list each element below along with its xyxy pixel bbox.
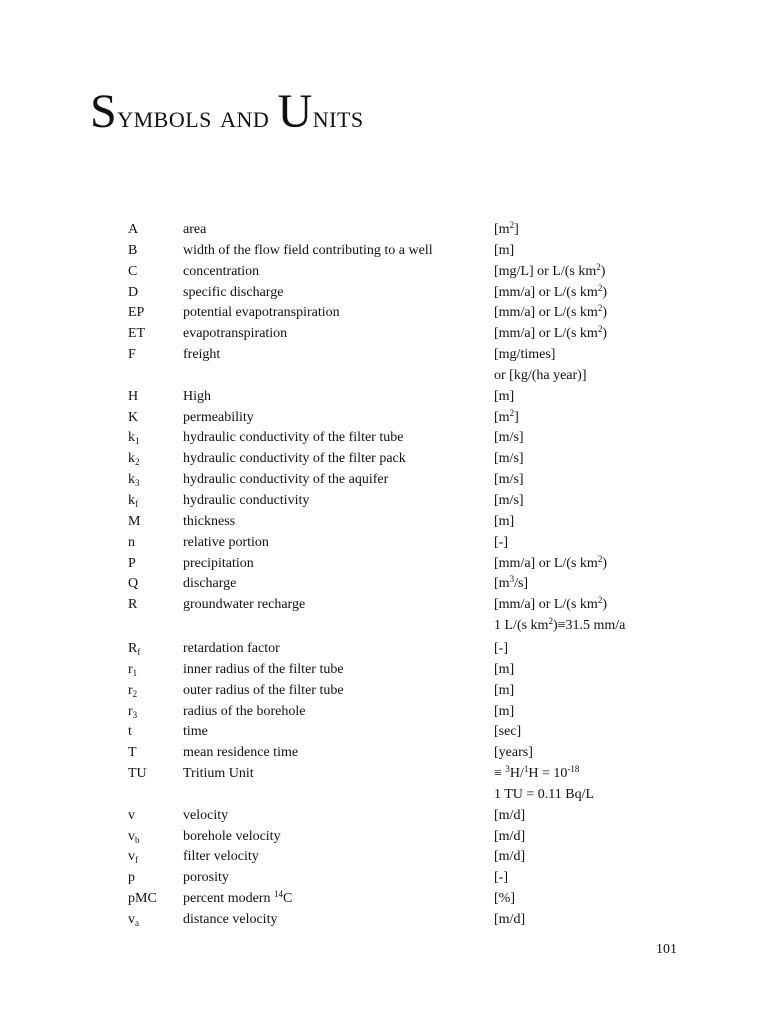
symbol-text: M bbox=[128, 513, 141, 529]
description-text: retardation factor bbox=[183, 641, 280, 657]
symbol bbox=[128, 595, 137, 616]
description-text: potential evapotranspiration bbox=[183, 305, 340, 321]
description-text: percent modern bbox=[183, 891, 274, 907]
symbol-text: v bbox=[128, 849, 135, 865]
symbol-text: T bbox=[128, 745, 137, 761]
symbol-text: A bbox=[128, 222, 139, 237]
unit-text: 1 TU = 0.11 Bq/L bbox=[494, 786, 595, 802]
page-number: 101 bbox=[656, 942, 677, 957]
unit-text: [m] bbox=[494, 388, 515, 404]
symbol-subscript: 1 bbox=[132, 667, 138, 678]
description-text: hydraulic conductivity of the filter pack bbox=[183, 451, 406, 467]
description-superscript: 14 bbox=[273, 889, 283, 900]
description bbox=[183, 554, 254, 575]
symbol-text: p bbox=[128, 870, 135, 886]
symbol-text: v bbox=[128, 912, 135, 927]
symbol-row bbox=[0, 847, 768, 868]
symbol-text: n bbox=[128, 534, 135, 550]
symbol-text: pMC bbox=[128, 891, 157, 907]
symbol-row bbox=[0, 470, 768, 491]
symbol bbox=[128, 868, 135, 889]
unit-superscript: 2 bbox=[597, 553, 603, 564]
symbol-row bbox=[0, 345, 768, 366]
symbol-row bbox=[0, 262, 768, 283]
description-text: inner radius of the filter tube bbox=[183, 661, 344, 677]
description bbox=[183, 660, 344, 681]
symbol-row bbox=[0, 366, 768, 387]
description bbox=[183, 764, 254, 785]
unit-text: [m/d] bbox=[494, 912, 526, 927]
description bbox=[183, 470, 388, 491]
unit-superscript: 3 bbox=[509, 574, 515, 585]
unit-text: or [kg/(ha year)] bbox=[494, 367, 587, 383]
description bbox=[183, 533, 269, 554]
description-text: velocity bbox=[183, 807, 229, 823]
unit bbox=[494, 345, 555, 366]
symbol-subscript: 2 bbox=[135, 457, 140, 468]
unit-text: [%] bbox=[494, 891, 515, 907]
unit-text: [m] bbox=[494, 513, 515, 529]
symbol-text: D bbox=[128, 284, 139, 300]
symbol-row bbox=[0, 806, 768, 827]
description-text: groundwater recharge bbox=[183, 597, 306, 613]
description bbox=[183, 387, 211, 408]
symbol-text: k bbox=[128, 472, 135, 488]
symbol-subscript: 2 bbox=[132, 688, 138, 699]
description bbox=[183, 449, 406, 470]
unit bbox=[494, 639, 508, 660]
symbol-row bbox=[0, 889, 768, 910]
symbol-subscript: a bbox=[135, 918, 139, 928]
symbol-row bbox=[0, 449, 768, 470]
symbol bbox=[128, 910, 139, 931]
symbol bbox=[128, 533, 135, 554]
page-title: Symbols and Units bbox=[90, 85, 364, 138]
description-text: C bbox=[282, 891, 293, 907]
unit-text: ] bbox=[514, 222, 519, 237]
unit bbox=[494, 241, 514, 262]
description-text: width of the flow field contributing to a well bbox=[183, 242, 433, 258]
description-text: evapotranspiration bbox=[183, 326, 288, 342]
description-text: radius of the borehole bbox=[183, 703, 306, 719]
description bbox=[183, 408, 254, 429]
description bbox=[183, 910, 277, 931]
unit-text: [years] bbox=[494, 745, 533, 761]
symbol-subscript: 1 bbox=[135, 436, 140, 447]
symbol-subscript: f bbox=[137, 647, 141, 658]
unit bbox=[494, 449, 524, 470]
symbol-text: r bbox=[128, 661, 133, 677]
description bbox=[183, 847, 259, 868]
unit-text: [-] bbox=[494, 534, 508, 550]
symbol-subscript: b bbox=[135, 834, 140, 845]
description-text: precipitation bbox=[183, 555, 254, 571]
description bbox=[183, 722, 208, 743]
unit bbox=[494, 743, 533, 764]
symbol bbox=[128, 220, 138, 241]
description bbox=[183, 806, 228, 827]
unit-text: [mm/a] or L/(s km bbox=[494, 597, 598, 613]
unit bbox=[494, 681, 514, 702]
symbol-text: C bbox=[128, 263, 138, 279]
symbol bbox=[128, 491, 138, 512]
symbol bbox=[128, 702, 137, 723]
unit-text: [mm/a] or L/(s km bbox=[494, 284, 598, 300]
symbol-row bbox=[0, 324, 768, 345]
unit-text: [m/d] bbox=[494, 849, 526, 865]
description bbox=[183, 681, 344, 702]
unit-text: [m] bbox=[494, 682, 515, 698]
unit-text: [m] bbox=[494, 661, 515, 677]
unit bbox=[494, 512, 514, 533]
unit bbox=[494, 262, 605, 283]
symbol-row bbox=[0, 408, 768, 429]
unit-text: [mm/a] or L/(s km bbox=[494, 326, 598, 342]
description-text: hydraulic conductivity of the aquifer bbox=[183, 472, 389, 488]
description-text: distance velocity bbox=[183, 912, 278, 927]
unit-superscript: 2 bbox=[509, 220, 515, 230]
unit-text: [m bbox=[494, 409, 510, 425]
symbol-text: B bbox=[128, 242, 138, 258]
symbol-subscript: 3 bbox=[135, 478, 140, 489]
symbol-row bbox=[0, 220, 768, 241]
symbol-text: R bbox=[128, 597, 138, 613]
unit bbox=[494, 470, 524, 491]
unit bbox=[494, 283, 607, 304]
description bbox=[183, 702, 305, 723]
symbol bbox=[128, 681, 137, 702]
unit-text: [m bbox=[494, 576, 510, 592]
unit-text: ≡ bbox=[494, 766, 506, 782]
description bbox=[183, 827, 281, 848]
description bbox=[183, 595, 305, 616]
unit-text: [m/d] bbox=[494, 828, 526, 844]
symbol-row bbox=[0, 491, 768, 512]
unit bbox=[494, 595, 607, 616]
unit bbox=[494, 889, 515, 910]
symbol bbox=[128, 283, 138, 304]
unit bbox=[494, 303, 607, 324]
unit-superscript: 2 bbox=[597, 282, 603, 293]
symbol-text: F bbox=[128, 347, 136, 363]
symbol-text: k bbox=[128, 492, 135, 508]
unit-text: [m/s] bbox=[494, 472, 524, 488]
unit-text: [m] bbox=[494, 703, 515, 719]
symbol-row bbox=[0, 554, 768, 575]
description-text: mean residence time bbox=[183, 745, 299, 761]
unit-text: [m/s] bbox=[494, 430, 524, 446]
symbol bbox=[128, 241, 137, 262]
description bbox=[183, 241, 433, 262]
symbol-subscript: f bbox=[135, 498, 138, 509]
symbol bbox=[128, 827, 140, 848]
unit bbox=[494, 847, 525, 868]
symbol bbox=[128, 806, 135, 827]
unit-text: ) bbox=[600, 263, 606, 279]
unit-text: [-] bbox=[494, 870, 508, 886]
unit bbox=[494, 366, 587, 387]
symbol-row bbox=[0, 702, 768, 723]
symbol-row bbox=[0, 681, 768, 702]
description bbox=[183, 324, 287, 345]
description-text: porosity bbox=[183, 870, 229, 886]
symbol-row bbox=[0, 616, 768, 639]
unit-text: [mg/L] or L/(s km bbox=[494, 263, 597, 279]
unit bbox=[494, 722, 521, 743]
symbol bbox=[128, 512, 140, 533]
symbol bbox=[128, 408, 138, 429]
symbol-row bbox=[0, 868, 768, 889]
description bbox=[183, 428, 403, 449]
symbol-text: v bbox=[128, 807, 135, 823]
description-text: relative portion bbox=[183, 534, 269, 550]
unit-superscript: 2 bbox=[597, 595, 603, 606]
unit-text: [mm/a] or L/(s km bbox=[494, 555, 598, 571]
unit-text: )≡31.5 mm/a bbox=[552, 618, 626, 634]
symbol-text: TU bbox=[128, 766, 147, 782]
unit-text: 1 L/(s km bbox=[494, 618, 549, 634]
description-text: permeability bbox=[183, 409, 254, 425]
unit-text: [mg/times] bbox=[494, 347, 556, 363]
symbol-text: K bbox=[128, 409, 139, 425]
symbol bbox=[128, 262, 137, 283]
symbol-text: P bbox=[128, 555, 136, 571]
unit-text: ) bbox=[602, 305, 607, 321]
symbol-row bbox=[0, 743, 768, 764]
unit-text: [m bbox=[494, 222, 510, 237]
unit-text: ) bbox=[602, 284, 607, 300]
unit bbox=[494, 220, 519, 241]
symbol-row bbox=[0, 785, 768, 806]
description bbox=[183, 639, 280, 660]
symbol-row bbox=[0, 764, 768, 785]
unit-text: [m/s] bbox=[494, 492, 524, 508]
description bbox=[183, 345, 220, 366]
symbol-subscript: 3 bbox=[132, 709, 138, 720]
unit-text: ) bbox=[602, 597, 607, 613]
symbol-row bbox=[0, 827, 768, 848]
symbol-row bbox=[0, 241, 768, 262]
unit-superscript: 2 bbox=[597, 324, 603, 335]
unit-superscript: 3 bbox=[505, 764, 510, 775]
symbol bbox=[128, 660, 137, 681]
unit bbox=[494, 491, 524, 512]
symbol-row bbox=[0, 639, 768, 660]
unit bbox=[494, 806, 525, 827]
symbol-text: k bbox=[128, 451, 135, 467]
description-text: hydraulic conductivity of the filter tube bbox=[183, 430, 404, 446]
unit bbox=[494, 408, 519, 429]
unit bbox=[494, 574, 528, 595]
description-text: concentration bbox=[183, 263, 260, 279]
unit-superscript: 1 bbox=[523, 764, 529, 775]
unit-text: ] bbox=[514, 409, 519, 425]
symbol bbox=[128, 324, 145, 345]
symbol-text: t bbox=[128, 724, 132, 740]
symbol-text: H bbox=[128, 388, 139, 404]
unit bbox=[494, 533, 508, 554]
description bbox=[183, 743, 298, 764]
unit bbox=[494, 324, 607, 345]
symbol-row bbox=[0, 660, 768, 681]
unit bbox=[494, 660, 514, 681]
description-text: thickness bbox=[183, 513, 236, 529]
unit bbox=[494, 910, 525, 931]
unit-superscript: 2 bbox=[509, 407, 515, 418]
unit-text: [sec] bbox=[494, 724, 522, 740]
symbol-text: Q bbox=[128, 576, 139, 592]
unit-text: [m/d] bbox=[494, 807, 526, 823]
symbol-row bbox=[0, 910, 768, 931]
symbol-text: r bbox=[128, 703, 133, 719]
unit bbox=[494, 785, 594, 806]
description bbox=[183, 491, 309, 512]
description-text: borehole velocity bbox=[183, 828, 281, 844]
symbol-text: k bbox=[128, 430, 135, 446]
description-text: Tritium Unit bbox=[183, 766, 254, 782]
symbols-list bbox=[0, 220, 768, 931]
unit bbox=[494, 387, 514, 408]
symbol-row bbox=[0, 595, 768, 616]
symbol-text: ET bbox=[128, 326, 146, 342]
symbol-row bbox=[0, 722, 768, 743]
symbol bbox=[128, 889, 157, 910]
description-text: specific discharge bbox=[183, 284, 284, 300]
unit-text: H = 10 bbox=[528, 766, 568, 782]
description-text: hydraulic conductivity bbox=[183, 492, 310, 508]
unit-text: [m/s] bbox=[494, 451, 524, 467]
unit bbox=[494, 764, 579, 785]
description-text: area bbox=[183, 222, 207, 237]
symbol bbox=[128, 470, 140, 491]
unit-text: /s] bbox=[514, 576, 529, 592]
symbol bbox=[128, 449, 140, 470]
description bbox=[183, 512, 235, 533]
symbol-row bbox=[0, 512, 768, 533]
unit-superscript: -18 bbox=[567, 764, 580, 775]
description bbox=[183, 868, 229, 889]
description-text: freight bbox=[183, 347, 221, 363]
unit bbox=[494, 827, 525, 848]
symbol-row bbox=[0, 283, 768, 304]
description bbox=[183, 574, 236, 595]
symbol bbox=[128, 428, 140, 449]
description bbox=[183, 303, 340, 324]
symbol bbox=[128, 387, 138, 408]
unit bbox=[494, 702, 514, 723]
description-text: discharge bbox=[183, 576, 237, 592]
description bbox=[183, 889, 292, 910]
description-text: High bbox=[183, 388, 211, 404]
symbol-text: R bbox=[128, 641, 138, 657]
description bbox=[183, 283, 283, 304]
unit bbox=[494, 616, 625, 637]
unit bbox=[494, 554, 607, 575]
symbol-text: r bbox=[128, 682, 133, 698]
symbol-text: v bbox=[128, 828, 135, 844]
unit-text: [m] bbox=[494, 242, 515, 258]
unit-text: [-] bbox=[494, 641, 508, 657]
symbol bbox=[128, 345, 136, 366]
symbol bbox=[128, 764, 147, 785]
symbol-text: EP bbox=[128, 305, 145, 321]
symbol bbox=[128, 303, 144, 324]
unit-text: ) bbox=[602, 326, 607, 342]
symbol bbox=[128, 554, 136, 575]
symbol-row bbox=[0, 428, 768, 449]
unit-text: H/ bbox=[509, 766, 524, 782]
description bbox=[183, 262, 259, 283]
symbol-row bbox=[0, 533, 768, 554]
description bbox=[183, 220, 206, 241]
unit-text: ) bbox=[602, 555, 607, 571]
symbol-row bbox=[0, 303, 768, 324]
symbol bbox=[128, 743, 137, 764]
symbol bbox=[128, 574, 138, 595]
symbol bbox=[128, 639, 140, 660]
symbol-subscript: f bbox=[135, 855, 138, 866]
description-text: outer radius of the filter tube bbox=[183, 682, 344, 698]
unit-superscript: 2 bbox=[597, 303, 603, 314]
symbol-row bbox=[0, 387, 768, 408]
description-text: time bbox=[183, 724, 208, 740]
unit-text: [mm/a] or L/(s km bbox=[494, 305, 598, 321]
unit-superscript: 2 bbox=[548, 616, 553, 627]
unit bbox=[494, 428, 524, 449]
unit-superscript: 2 bbox=[596, 261, 601, 272]
symbol bbox=[128, 722, 132, 743]
unit bbox=[494, 868, 508, 889]
symbol-row bbox=[0, 574, 768, 595]
symbol bbox=[128, 847, 138, 868]
description-text: filter velocity bbox=[183, 849, 259, 865]
